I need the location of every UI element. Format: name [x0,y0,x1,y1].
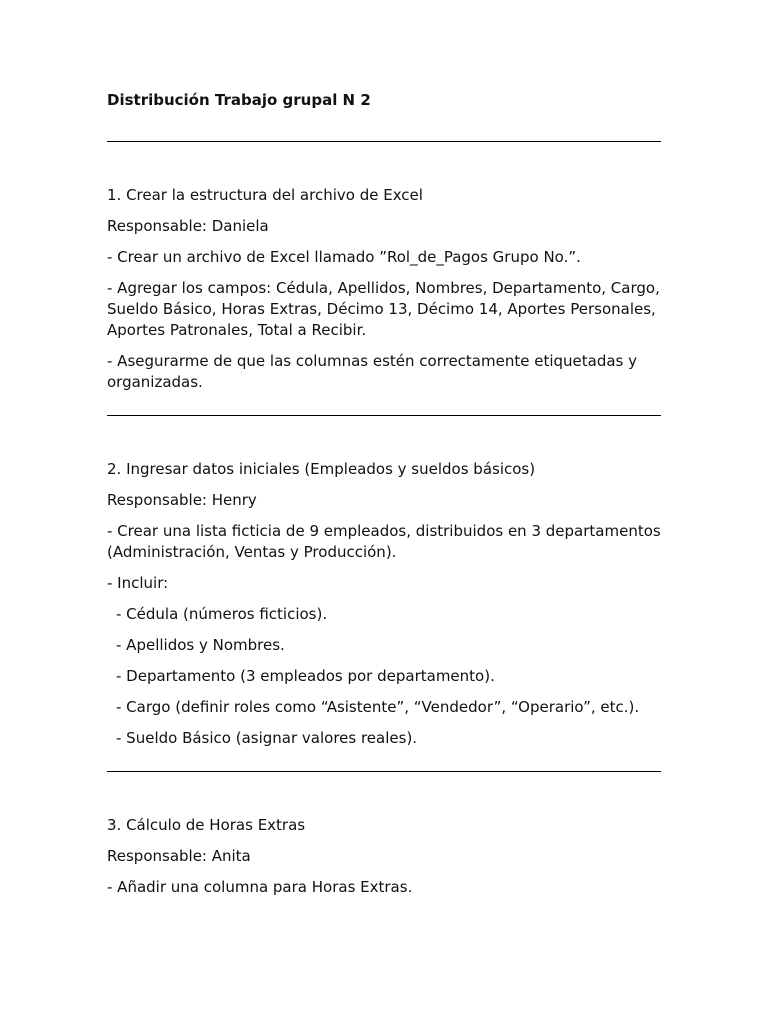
section-item: - Crear una lista ficticia de 9 empleados, distribuidos en 3 departamentos (Administración, Ventas y Producción). [107,522,661,561]
section-subitem: - Departamento (3 empleados por departamento). [116,667,495,685]
section-subitem: - Sueldo Básico (asignar valores reales). [116,729,418,747]
section-item: - Asegurarme de que las columnas estén correctamente etiquetadas y organizadas. [107,352,638,391]
section-subitem: - Apellidos y Nombres. [116,636,285,654]
section-item: - Agregar los campos: Cédula, Apellidos, Nombres, Departamento, Cargo, Sueldo Básico, Horas Extras, Décimo 13, Décimo 14, Aportes Personales, Aportes Patronales, Total a Recibir. [107,279,660,339]
section-heading: 3. Cálculo de Horas Extras [107,816,306,834]
section-heading: 1. Crear la estructura del archivo de Excel [107,186,423,204]
section-subitem: - Cargo (definir roles como “Asistente”, “Vendedor”, “Operario”, etc.). [116,698,640,716]
section-item: - Añadir una columna para Horas Extras. [107,878,413,896]
section-responsible: Responsable: Anita [107,847,251,865]
section-3 [107,815,661,898]
section-responsible: Responsable: Henry [107,491,257,509]
document-page [107,90,661,908]
section-heading: 2. Ingresar datos iniciales (Empleados y sueldos básicos) [107,460,536,478]
divider [107,141,661,142]
document-title: Distribución Trabajo grupal N 2 [107,91,371,109]
section-responsible: Responsable: Daniela [107,217,269,235]
section-subitem: - Cédula (números ficticios). [116,605,328,623]
section-2 [107,459,661,749]
divider [107,771,661,772]
divider [107,415,661,416]
section-item: - Crear un archivo de Excel llamado ”Rol_de_Pagos Grupo No.”. [107,248,581,266]
section-item: - Incluir: [107,574,169,592]
section-1 [107,185,661,393]
